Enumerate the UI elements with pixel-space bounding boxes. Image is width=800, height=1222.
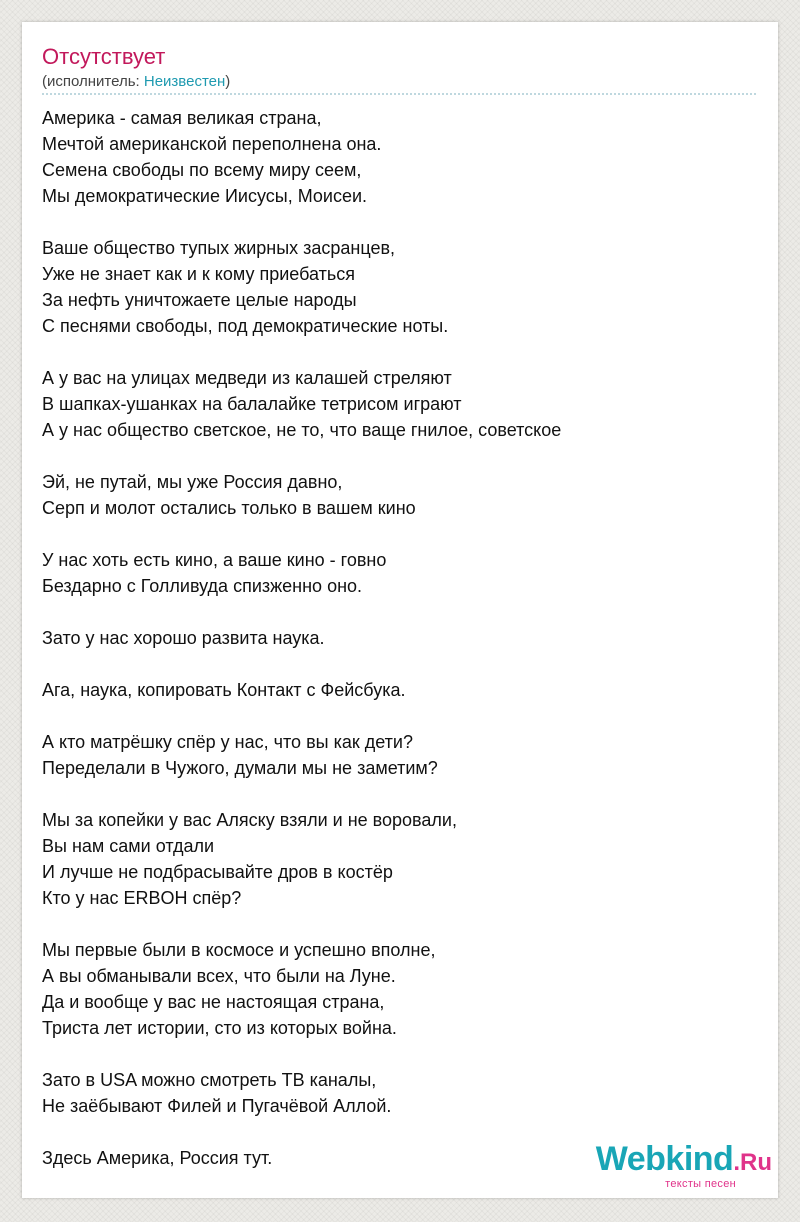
lyrics-line: Мечтой американской переполнена она. <box>42 134 382 154</box>
lyrics-line: Переделали в Чужого, думали мы не заметим? <box>42 758 438 778</box>
artist-prefix: (исполнитель: <box>42 73 144 90</box>
lyrics-stanza <box>42 365 762 443</box>
lyrics-card <box>22 22 778 1198</box>
lyrics-line: Америка - самая великая страна, <box>42 108 322 128</box>
lyrics-line: Зато у нас хорошо развита наука. <box>42 628 325 648</box>
lyrics-line: У нас хоть есть кино, а ваше кино - говно <box>42 550 387 570</box>
lyrics-line: А у нас общество светское, не то, что ваще гнилое, советское <box>42 420 562 440</box>
lyrics-line: Здесь Америка, Россия тут. <box>42 1148 273 1168</box>
logo-tld: .Ru <box>733 1149 772 1176</box>
lyrics-stanza <box>42 677 762 703</box>
header-divider <box>42 93 756 95</box>
lyrics-line: Зато в USA можно смотреть ТВ каналы, <box>42 1070 377 1090</box>
lyrics-line: Уже не знает как и к кому приебаться <box>42 264 355 284</box>
lyrics-line: Да и вообще у вас не настоящая страна, <box>42 992 385 1012</box>
lyrics-line: А вы обманывали всех, что были на Луне. <box>42 966 396 986</box>
lyrics-line: И лучше не подбрасывайте дров в костёр <box>42 862 393 882</box>
lyrics-line: Не заёбывают Филей и Пугачёвой Аллой. <box>42 1096 392 1116</box>
lyrics-line: За нефть уничтожаете целые народы <box>42 290 357 310</box>
site-logo[interactable] <box>595 1140 772 1190</box>
lyrics-line: В шапках-ушанках на балалайке тетрисом играют <box>42 394 462 414</box>
lyrics-stanza <box>42 105 762 209</box>
lyrics-body <box>42 105 762 1197</box>
lyrics-line: А у вас на улицах медведи из калашей стреляют <box>42 368 452 388</box>
lyrics-stanza <box>42 1067 762 1119</box>
lyrics-line: Мы первые были в космосе и успешно вполне, <box>42 940 436 960</box>
lyrics-line: Семена свободы по всему миру сеем, <box>42 160 362 180</box>
lyrics-stanza <box>42 937 762 1041</box>
lyrics-line: Эй, не путай, мы уже Россия давно, <box>42 472 343 492</box>
artist-suffix: ) <box>225 73 231 90</box>
lyrics-line: Кто у нас ERBOH спёр? <box>42 888 242 908</box>
lyrics-line: Ваше общество тупых жирных засранцев, <box>42 238 396 258</box>
lyrics-stanza <box>42 469 762 521</box>
lyrics-line: А кто матрёшку спёр у нас, что вы как дети? <box>42 732 413 752</box>
logo-tagline: тексты песен <box>665 1178 736 1190</box>
lyrics-line: Ага, наука, копировать Контакт с Фейсбука. <box>42 680 406 700</box>
lyrics-line: Мы демократические Иисусы, Моисеи. <box>42 186 368 206</box>
logo-word: Webkind <box>595 1140 734 1178</box>
song-title: Отсутствует <box>42 44 166 69</box>
lyrics-stanza <box>42 729 762 781</box>
lyrics-stanza <box>42 235 762 339</box>
artist-link[interactable]: Неизвестен <box>143 73 226 90</box>
logo-wordmark <box>595 1140 772 1182</box>
lyrics-line: Серп и молот остались только в вашем кино <box>42 498 416 518</box>
artist-line <box>42 72 230 92</box>
lyrics-line: Бездарно с Голливуда спизженно оно. <box>42 576 363 596</box>
lyrics-line: С песнями свободы, под демократические ноты. <box>42 316 449 336</box>
lyrics-line: Вы нам сами отдали <box>42 836 215 856</box>
lyrics-line: Триста лет истории, сто из которых война. <box>42 1018 397 1038</box>
lyrics-line: Мы за копейки у вас Аляску взяли и не воровали, <box>42 810 457 830</box>
lyrics-stanza <box>42 547 762 599</box>
lyrics-stanza <box>42 807 762 911</box>
lyrics-stanza <box>42 625 762 651</box>
